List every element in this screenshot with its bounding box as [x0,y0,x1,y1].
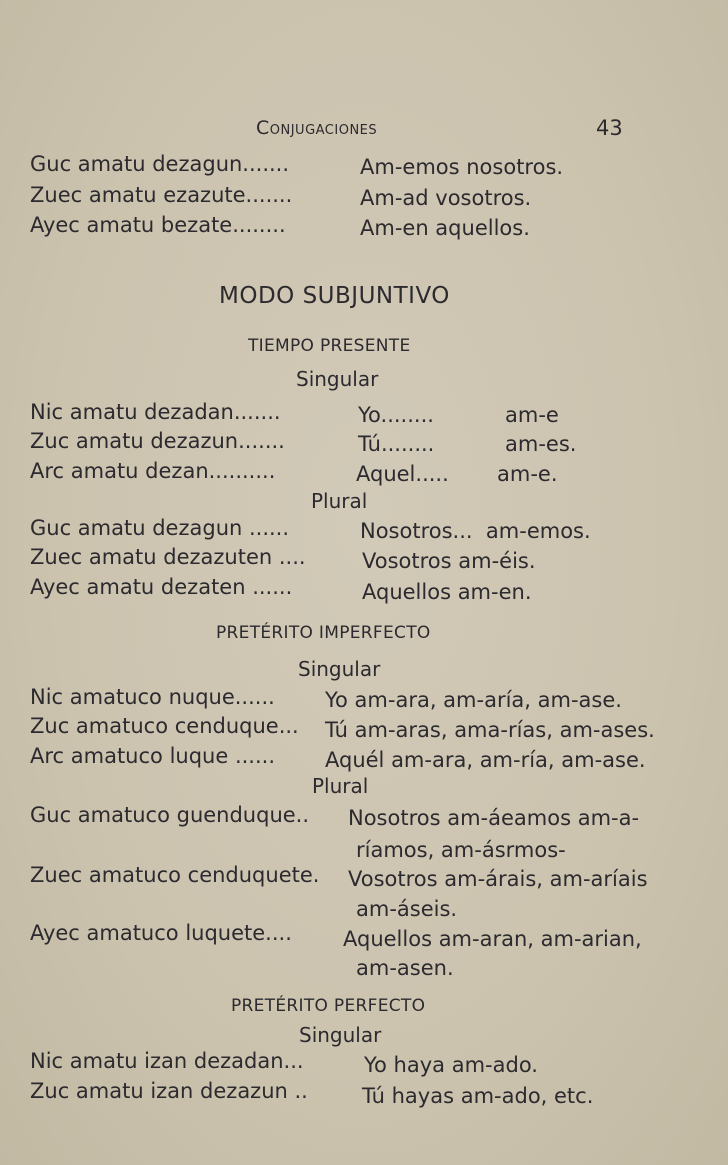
imperfect-sing-basque-1: Nic amatuco nuque...... [30,685,275,709]
imperfect-sing-basque-2: Zuc amatuco cenduque... [30,714,299,738]
perfect-sing-spanish-1: Yo haya am-ado. [364,1053,538,1077]
present-plur-spanish-1: Nosotros... am-emos. [360,519,591,543]
perfect-title: PRETÉRITO PERFECTO [231,996,426,1016]
page-number: 43 [596,116,623,140]
imperfect-title: PRETÉRITO IMPERFECTO [216,623,431,643]
present-sing-pronoun-2: Tú........ [358,432,435,456]
present-sing-basque-2: Zuc amatu dezazun....... [30,429,285,453]
imperative-basque-1: Guc amatu dezagun....... [30,152,290,176]
present-plur-basque-3: Ayec amatu dezaten ...... [30,575,293,599]
perfect-singular-label: Singular [299,1023,382,1047]
present-plur-basque-2: Zuec amatu dezazuten .... [30,545,306,569]
perfect-sing-basque-2: Zuc amatu izan dezazun .. [30,1079,308,1103]
perfect-sing-spanish-2: Tú hayas am-ado, etc. [362,1084,594,1108]
imperative-spanish-3: Am-en aquellos. [360,216,530,240]
present-sing-basque-1: Nic amatu dezadan....... [30,400,281,424]
imperfect-plur-spanish-2a: Vosotros am-árais, am-aríais [348,867,648,891]
present-sing-pronoun-1: Yo........ [358,403,434,427]
present-sing-basque-3: Arc amatu dezan.......... [30,459,276,483]
present-sing-verb-1: am-e [505,403,559,427]
imperfect-plur-spanish-3b: am-asen. [356,956,454,980]
imperative-spanish-2: Am-ad vosotros. [360,186,532,210]
perfect-sing-basque-1: Nic amatu izan dezadan... [30,1049,304,1073]
imperfect-sing-basque-3: Arc amatuco luque ...... [30,744,275,768]
imperfect-plural-label: Plural [312,774,369,798]
imperative-basque-2: Zuec amatu ezazute....... [30,183,293,207]
present-sing-pronoun-3: Aquel..... [356,462,449,486]
imperative-basque-3: Ayec amatu bezate........ [30,213,286,237]
imperfect-plur-spanish-2b: am-áseis. [356,897,458,921]
present-singular-label: Singular [296,367,379,391]
present-plur-spanish-2: Vosotros am-éis. [362,549,536,573]
running-header: Conjugaciones [256,117,378,139]
imperfect-plur-spanish-3a: Aquellos am-aran, am-arian, [343,927,642,951]
imperfect-plur-basque-1: Guc amatuco guenduque.. [30,803,310,827]
imperfect-sing-spanish-3: Aquél am-ara, am-ría, am-ase. [325,748,646,772]
imperfect-plur-spanish-1a: Nosotros am-áeamos am-a- [348,806,640,830]
present-plural-label: Plural [311,489,368,513]
imperative-spanish-1: Am-emos nosotros. [360,155,564,179]
present-title: TIEMPO PRESENTE [248,336,411,356]
present-sing-verb-3: am-e. [497,462,558,486]
imperfect-plur-basque-2: Zuec amatuco cenduquete. [30,863,320,887]
imperfect-plur-spanish-1b: ríamos, am-ásrmos- [356,838,566,862]
present-plur-basque-1: Guc amatu dezagun ...... [30,516,290,540]
section-title-subjunctive: MODO SUBJUNTIVO [219,283,450,309]
imperfect-singular-label: Singular [298,657,381,681]
imperfect-sing-spanish-1: Yo am-ara, am-aría, am-ase. [325,688,622,712]
imperfect-plur-basque-3: Ayec amatuco luquete.... [30,921,292,945]
present-sing-verb-2: am-es. [505,432,577,456]
present-plur-spanish-3: Aquellos am-en. [362,580,532,604]
imperfect-sing-spanish-2: Tú am-aras, ama-rías, am-ases. [325,718,655,742]
